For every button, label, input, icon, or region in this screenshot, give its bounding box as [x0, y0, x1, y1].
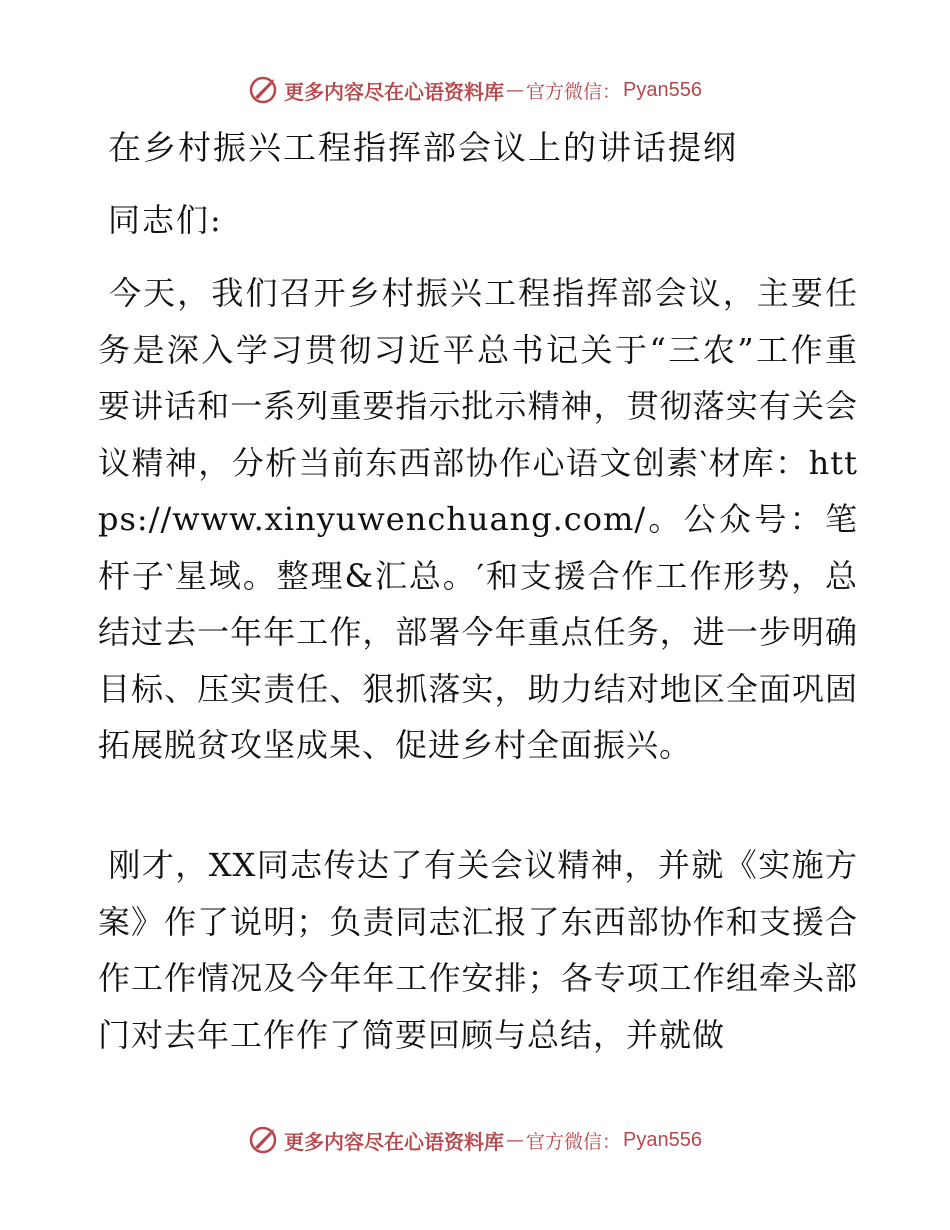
quill-logo-icon [248, 75, 278, 105]
watermark-brand: 更多内容尽在心语资料库 [284, 1129, 504, 1154]
quill-logo-icon [248, 1125, 278, 1155]
watermark-official-label: 官方微信： [526, 1130, 622, 1153]
watermark-wechat-id: Pyan556 [623, 1128, 702, 1151]
paragraph-1 [98, 265, 858, 774]
watermark-dash: — [506, 1129, 524, 1151]
paragraph-1-text: 今天，我们召开乡村振兴工程指挥部会议，主要任务是深入学习贯彻习近平总书记关于“三农”工作重要讲话和一系列重要指示批示精神，贯彻落实有关会议精神，分析当前东西部协作心语文创素‵材库：https://www.xinyuwenchuang.com/。公众号：笔杆子‵星域。整理&汇总。′和支援合作工作形势，总结过去一年年工作，部署今年重点任务，进一步明确目标、压实责任、狠抓落实，助力结对地区全面巩固拓展脱贫攻坚成果、促进乡村全面振兴。 [98, 274, 858, 764]
watermark-footer [0, 1120, 950, 1160]
watermark-header [0, 70, 950, 110]
watermark-dash: — [506, 79, 524, 101]
document-title: 在乡村振兴工程指挥部会议上的讲话提纲 [108, 128, 738, 167]
watermark-official-label: 官方微信： [526, 80, 622, 103]
salutation: 同志们: [108, 201, 223, 239]
paragraph-2-text: 刚才，XX同志传达了有关会议精神，并就《实施方案》作了说明；负责同志汇报了东西部协作和支援合作工作情况及今年年工作安排；各专项工作组牵头部门对去年工作作了简要回顾与总结，并就做 [98, 846, 858, 1054]
paragraph-2 [98, 837, 858, 1063]
watermark-wechat-id: Pyan556 [623, 78, 702, 101]
watermark-brand: 更多内容尽在心语资料库 [284, 79, 504, 104]
